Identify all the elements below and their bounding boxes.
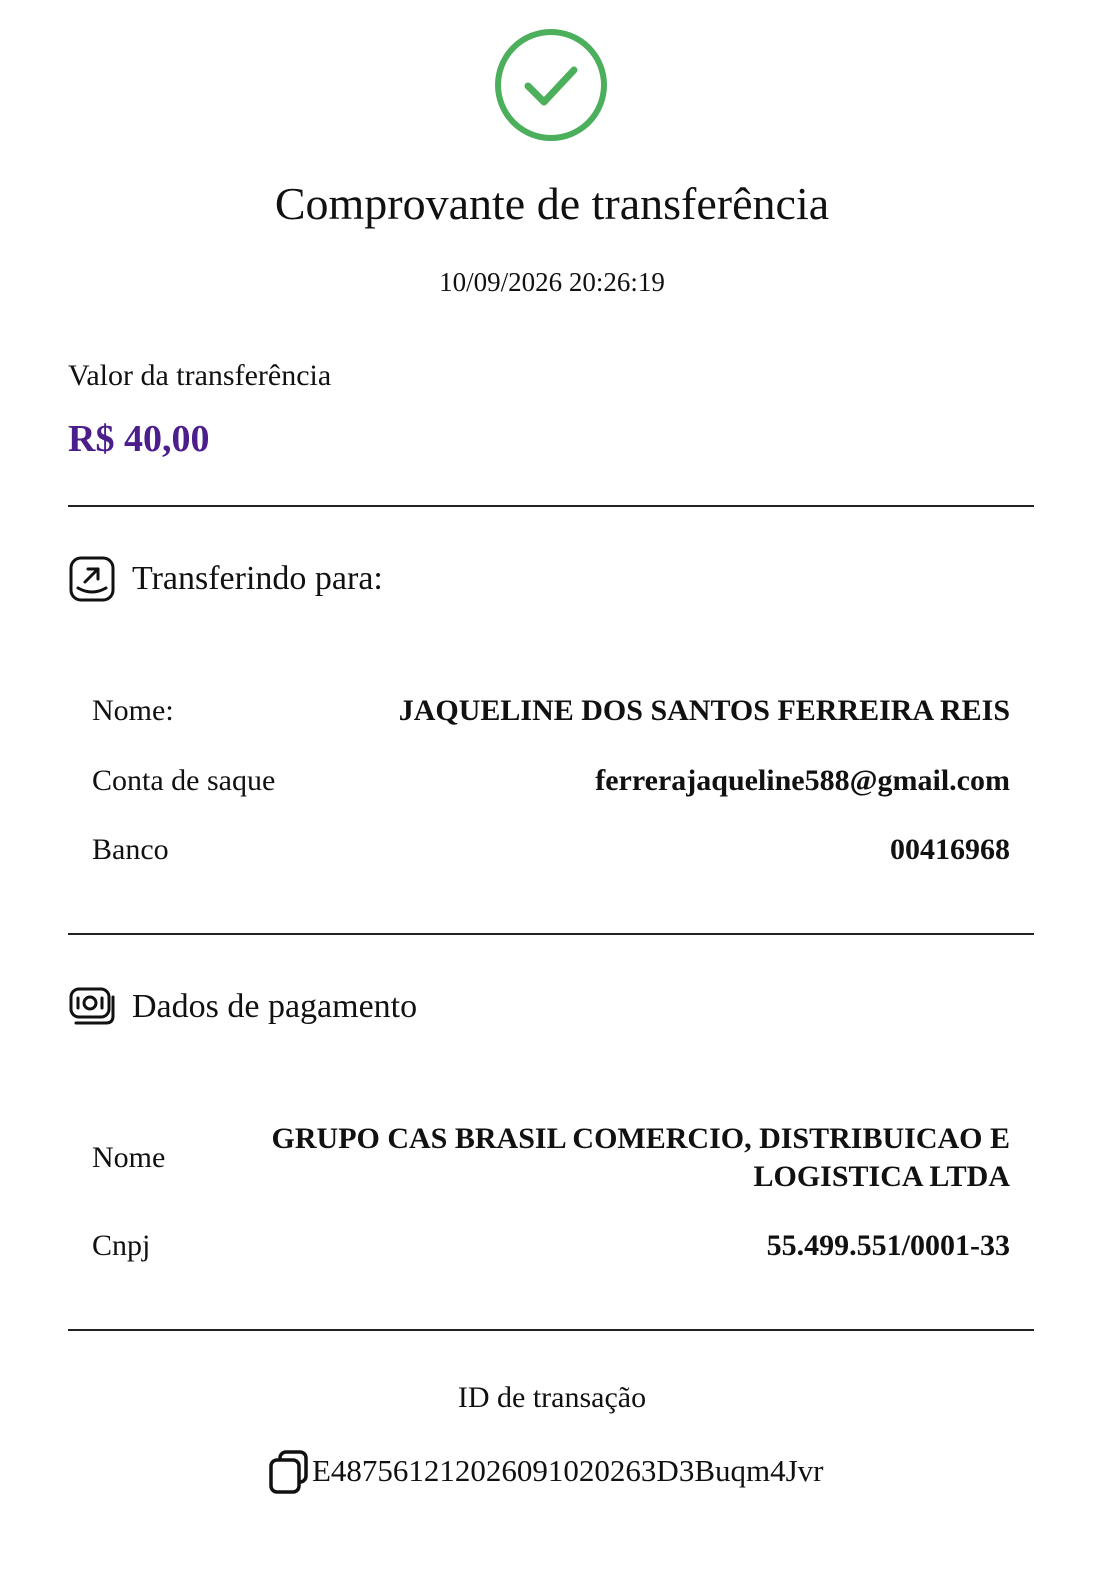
row-key: Conta de saque [92, 764, 276, 797]
page-title: Comprovante de transferência [274, 178, 830, 229]
row-key: Cnpj [92, 1229, 151, 1262]
divider [68, 1329, 1034, 1331]
row-key: Nome [92, 1141, 166, 1174]
payment-heading: Dados de pagamento [132, 988, 418, 1025]
row-value [272, 1120, 1010, 1196]
payment-row-cnpj [92, 1227, 1010, 1265]
recipient-row-name [92, 692, 1010, 730]
copy-icon[interactable] [268, 1448, 310, 1494]
row-value: JAQUELINE DOS SANTOS FERREIRA REIS [398, 694, 1010, 727]
row-value-line: LOGISTICA LTDA [753, 1160, 1010, 1193]
divider [68, 933, 1034, 935]
transfer-out-icon [68, 555, 116, 603]
amount-label: Valor da transferência [68, 359, 332, 392]
recipient-row-bank [92, 831, 1010, 869]
transaction-id-label: ID de transação [457, 1381, 647, 1414]
recipient-heading: Transferindo para: [132, 560, 383, 597]
money-bill-icon [68, 983, 116, 1031]
payment-row-name [92, 1120, 1010, 1196]
row-key: Banco [92, 833, 169, 866]
payment-section-header [68, 982, 417, 1032]
row-value: ferrerajaqueline588@gmail.com [595, 764, 1010, 797]
row-key: Nome: [92, 694, 174, 727]
check-circle-icon [492, 26, 610, 144]
amount-value: R$ 40,00 [68, 418, 210, 460]
divider [68, 505, 1034, 507]
row-value: 00416968 [890, 833, 1010, 866]
transaction-id-value: E48756121202609102026​3D3Buqm4Jvr [312, 1453, 824, 1488]
row-value-line: GRUPO CAS BRASIL COMERCIO, DISTRIBUICAO E [271, 1122, 1010, 1155]
transaction-id-row[interactable] [268, 1446, 824, 1496]
row-value: 55.499.551/0001-33 [766, 1229, 1010, 1262]
transfer-datetime: 10/09/2026 20:26:19 [439, 267, 665, 297]
recipient-row-account [92, 762, 1010, 800]
recipient-section-header [68, 554, 383, 604]
